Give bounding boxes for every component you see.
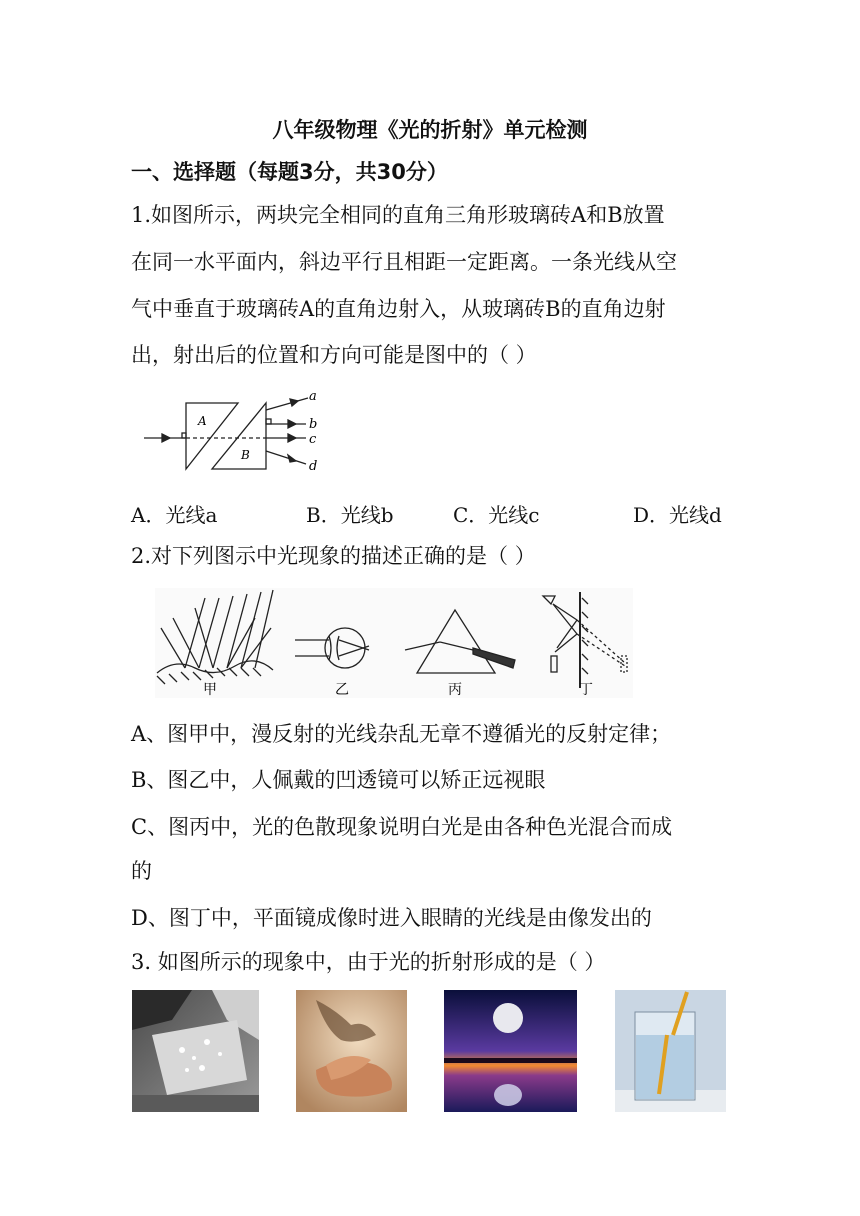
q2-option-d: D、图丁中，平面镜成像时进入眼睛的光线是由像发出的 [131,906,652,930]
label-yi: 乙 [335,682,349,698]
q1-option-c: C．光线c [453,503,540,527]
label-jia: 甲 [203,682,217,698]
photo-pencil-in-water [615,990,726,1112]
q2-stem: 2.对下列图示中光现象的描述正确的是（ ） [131,544,536,568]
q1-line-1: 1.如图所示，两块完全相同的直角三角形玻璃砖A和B放置 [131,203,665,227]
section-heading: 一、选择题（每题3分，共30分） [131,160,448,184]
label-A: A [198,414,207,428]
q3-stem: 3. 如图所示的现象中，由于光的折射形成的是（ ） [131,950,606,974]
page-title: 八年级物理《光的折射》单元检测 [272,118,588,142]
q1-line-4: 出，射出后的位置和方向可能是图中的（ ） [131,343,537,367]
q2-option-c: C、图丙中，光的色散现象说明白光是由各种色光混合而成 [131,815,673,839]
q1-line-2: 在同一水平面内，斜边平行且相距一定距离。一条光线从空 [131,250,677,274]
label-bing: 丙 [448,682,462,698]
q2-optics-figure [155,588,633,698]
q1-prism-figure [140,388,330,480]
photo-hand-shadow [296,990,407,1112]
q1-option-a: A．光线a [131,503,218,527]
photo-moon-reflection [444,990,577,1112]
label-c: c [309,432,317,447]
label-B: B [241,448,250,462]
label-a: a [309,389,317,404]
label-ding: 丁 [579,682,593,698]
q1-option-d: D．光线d [633,503,722,527]
q2-option-c-cont: 的 [131,859,152,883]
label-b: b [309,417,318,432]
photo-light-spots [132,990,259,1112]
q2-option-a: A、图甲中，漫反射的光线杂乱无章不遵循光的反射定律； [131,722,672,746]
q1-line-3: 气中垂直于玻璃砖A的直角边射入，从玻璃砖B的直角边射 [131,297,666,321]
q2-option-b: B、图乙中，人佩戴的凹透镜可以矫正远视眼 [131,768,546,792]
label-d: d [309,459,318,474]
q1-option-b: B．光线b [306,503,394,527]
